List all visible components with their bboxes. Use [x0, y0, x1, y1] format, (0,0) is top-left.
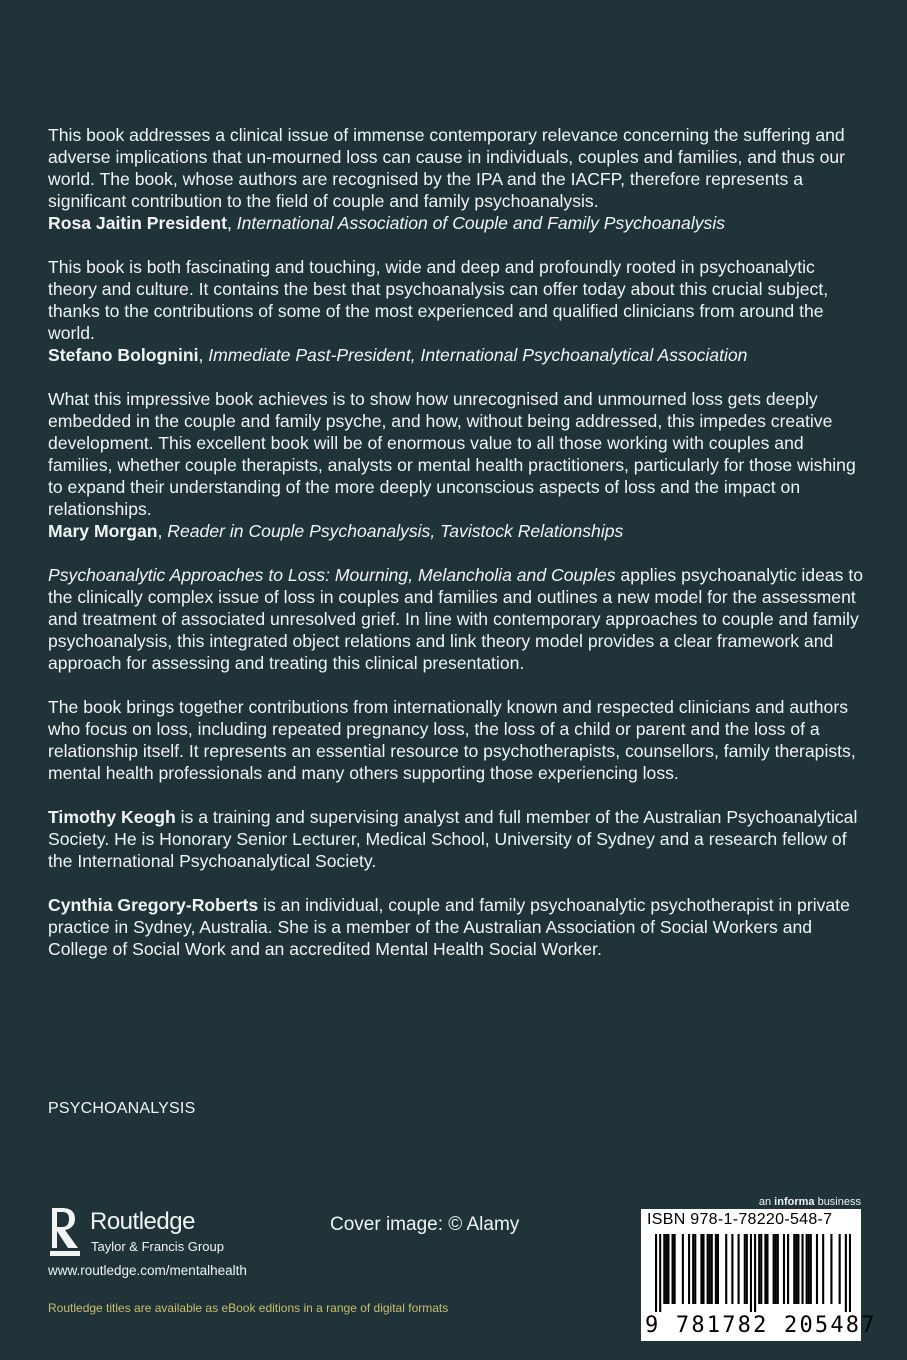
- barcode-bar: [682, 1234, 684, 1304]
- barcode-bar: [810, 1234, 812, 1304]
- blurb-author: Stefano Bolognini: [48, 345, 199, 365]
- barcode-bar: [702, 1234, 704, 1304]
- blurb-attribution: Mary Morgan, Reader in Couple Psychoanalysis, Tavistock Relationships: [48, 521, 624, 541]
- publisher-url: www.routledge.com/mentalhealth: [48, 1263, 247, 1278]
- barcode-bar: [707, 1234, 709, 1304]
- barcode-icon: [655, 1234, 851, 1312]
- barcode-bar: [777, 1234, 779, 1304]
- blurb-role: Reader in Couple Psychoanalysis, Tavistock Relationships: [167, 521, 624, 541]
- blurb-attribution: Rosa Jaitin President, International Association of Couple and Family Psychoanalysis: [48, 213, 726, 233]
- barcode-bar: [806, 1234, 808, 1304]
- barcode-bar: [715, 1234, 717, 1304]
- barcode-bar: [766, 1234, 768, 1304]
- barcode-bar: [746, 1234, 748, 1304]
- barcode-bar: [709, 1234, 711, 1304]
- barcode-bar: [731, 1234, 733, 1304]
- barcode-bar: [738, 1234, 740, 1304]
- barcode-bar: [667, 1234, 669, 1304]
- author-bio-2: [48, 894, 868, 960]
- book-title: Psychoanalytic Approaches to Loss: Mourning, Melancholia and Couples: [48, 565, 616, 585]
- author-bio-text: is a training and supervising analyst and full member of the Australian Psychoanalytical Society. He is Honorary Senior Lecturer, Medical School, University of Sydney and a research fellow of the International Psychoanalytical Society.: [48, 807, 858, 871]
- blurb-attribution: Stefano Bolognini, Immediate Past-President, International Psychoanalytical Association: [48, 345, 748, 365]
- description-paragraph-1: [48, 564, 868, 674]
- author-name: Timothy Keogh: [48, 807, 176, 827]
- barcode-bar: [773, 1234, 775, 1304]
- blurb-role: International Association of Couple and Family Psychoanalysis: [236, 213, 726, 233]
- barcode-bar: [754, 1234, 756, 1312]
- subject-category: PSYCHOANALYSIS: [48, 1100, 196, 1117]
- blurb-1: [48, 124, 868, 234]
- ebook-note: Routledge titles are available as eBook editions in a range of digital formats: [48, 1301, 449, 1315]
- barcode-bar: [797, 1234, 799, 1304]
- blurb-text: This book addresses a clinical issue of immense contemporary relevance concerning the suffering and adverse implications that un-mourned loss can cause in individuals, couples and families, and thus our world. The book, whose authors are recognised by the IPA and the IACFP, therefore represents a significant contribution to the field of couple and family psychoanalysis.: [48, 125, 846, 211]
- barcode-bar: [674, 1234, 676, 1304]
- blurb-2: [48, 256, 868, 366]
- barcode-bar: [700, 1234, 702, 1304]
- informa-suffix: business: [814, 1196, 861, 1208]
- barcode-bar: [816, 1234, 818, 1304]
- barcode-bar: [750, 1234, 752, 1312]
- barcode-bar: [725, 1234, 727, 1304]
- barcode-bar: [801, 1234, 803, 1304]
- barcode-bar: [655, 1234, 657, 1312]
- barcode-bar: [711, 1234, 713, 1304]
- routledge-logo-icon: [48, 1206, 82, 1258]
- barcode-bar: [795, 1234, 797, 1304]
- barcode-bar: [787, 1234, 789, 1304]
- barcode-bar: [839, 1234, 841, 1304]
- barcode-bar: [672, 1234, 674, 1304]
- barcode-bar: [808, 1234, 810, 1304]
- blurb-author: Mary Morgan: [48, 521, 158, 541]
- author-name: Cynthia Gregory-Roberts: [48, 895, 259, 915]
- back-cover-content: [48, 124, 868, 982]
- barcode-bar: [775, 1234, 777, 1304]
- barcode-bar: [694, 1234, 696, 1304]
- barcode-bar: [717, 1234, 719, 1304]
- barcode-bar: [760, 1234, 762, 1304]
- isbn-barcode: [641, 1209, 877, 1341]
- blurb-3: [48, 388, 868, 542]
- barcode-bar: [744, 1234, 746, 1304]
- barcode-bar: [758, 1234, 760, 1304]
- informa-prefix: an: [758, 1196, 775, 1208]
- barcode-bar: [783, 1234, 785, 1304]
- blurb-text: This book is both fascinating and touching, wide and deep and profoundly rooted in psychoanalytic theory and culture. It contains the best that psychoanalysis can offer today about this crucial subject, thanks to the contributions of some of the most experienced and qualified clinicians from around the world.: [48, 257, 829, 343]
- description-paragraph-2: The book brings together contributions from internationally known and respected clinicians and authors who focus on loss, including repeated pregnancy loss, the loss of a child or parent and the loss of a relationship itself. It represents an essential resource to psychotherapists, counsellors, family therapists, mental health professionals and many others supporting those experiencing loss.: [48, 697, 856, 783]
- barcode-bar: [830, 1234, 832, 1304]
- barcode-digits: 9 781782 205487: [645, 1313, 877, 1338]
- barcode-bar: [764, 1234, 766, 1304]
- barcode-bar: [692, 1234, 694, 1304]
- author-bio-text: is an individual, couple and family psychoanalytic psychotherapist in private practice in Sydney, Australia. She is a member of the Australian Association of Social Workers and College of Social Work and an accredited Mental Health Social Worker.: [48, 895, 850, 959]
- informa-brand: informa: [774, 1196, 815, 1208]
- description-text: applies psychoanalytic ideas to the clinically complex issue of loss in couples and families and outlines a new model for the assessment and treatment of associated unresolved grief. In line with contemporary approaches to couple and family psychoanalysis, this integrated object relations and link theory model provides a clear framework and approach for assessing and treating this clinical presentation.: [48, 565, 864, 673]
- barcode-bar: [845, 1234, 847, 1312]
- publisher-name: Routledge: [90, 1208, 195, 1235]
- blurb-author: Rosa Jaitin President: [48, 213, 227, 233]
- barcode-bar: [659, 1234, 661, 1312]
- blurb-text: What this impressive book achieves is to show how unrecognised and unmourned loss gets deeply embedded in the couple and family psyche, and how, without being addressed, this impedes creative development. This excellent book will be of enormous value to all those working with couples and families, whether couple therapists, analysts or mental health practitioners, particularly for those wishing to expand their understanding of the more deeply unconscious aspects of loss and the impact on relationships.: [48, 389, 856, 519]
- blurb-role: Immediate Past-President, International Psychoanalytical Association: [208, 345, 748, 365]
- informa-tagline: [759, 1196, 861, 1208]
- barcode-bar: [665, 1234, 667, 1304]
- barcode-bar: [822, 1234, 824, 1304]
- barcode-bar: [663, 1234, 665, 1304]
- cover-image-credit: Cover image: © Alamy: [330, 1214, 520, 1235]
- barcode-bar: [688, 1234, 690, 1304]
- publisher-group: Taylor & Francis Group: [91, 1239, 224, 1254]
- isbn-label: ISBN 978-1-78220-548-7: [647, 1211, 833, 1228]
- author-bio-1: [48, 806, 868, 872]
- barcode-bar: [793, 1234, 795, 1304]
- barcode-bar: [849, 1234, 851, 1312]
